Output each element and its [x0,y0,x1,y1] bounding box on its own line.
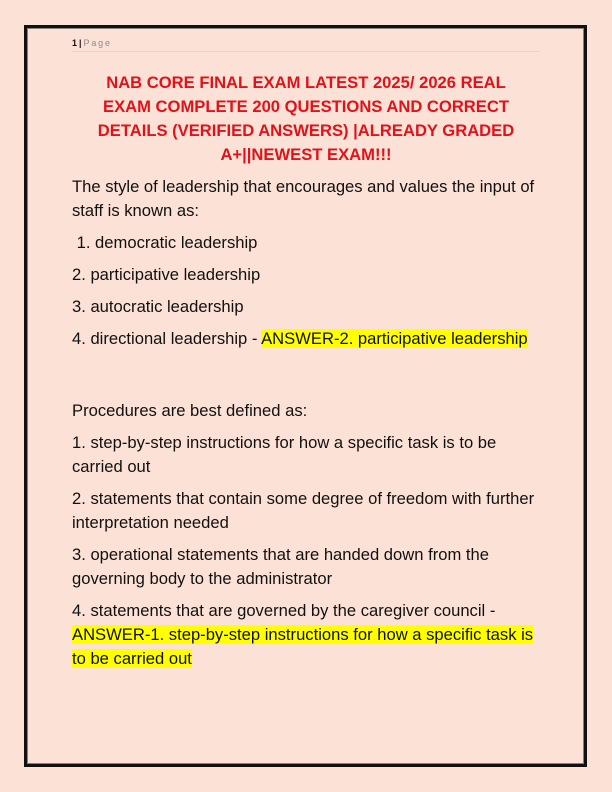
answer-highlight: ANSWER-1. step-by-step instructions for how a specific task is to be carried out [72,625,534,668]
option-item: 1. step-by-step instructions for how a specific task is to be carried out [72,433,497,476]
page-number: 1 [72,38,78,48]
title-line: NAB CORE FINAL EXAM LATEST 2025/ 2026 REAL [106,73,506,92]
option-item-with-answer [72,327,542,351]
option-text: 4. statements that are governed by the caregiver council - [72,601,500,620]
document-body [72,175,542,679]
option-item: 3. autocratic leadership [72,297,244,316]
question-block [72,399,542,671]
title-line: DETAILS (VERIFIED ANSWERS) |ALREADY GRADED [97,121,515,140]
option-item: 2. statements that contain some degree of freedom with further interpretation needed [72,489,535,532]
option-item: 3. operational statements that are handed down from the governing body to the administrator [72,545,489,588]
title-line: EXAM COMPLETE 200 QUESTIONS AND CORRECT [103,97,509,116]
title-line: A+||NEWEST EXAM!!! [220,145,392,164]
page-label: Page [83,38,112,48]
document-title [72,71,540,167]
spacer [72,359,542,383]
option-item: 1. democratic leadership [72,233,258,252]
question-text: The style of leadership that encourages and values the input of staff is known as: [72,177,535,220]
option-text: 4. directional leadership - [72,329,262,348]
page-separator: | [79,38,82,48]
option-item-with-answer [72,599,542,671]
answer-highlight: ANSWER-2. participative leadership [261,329,528,348]
question-block [72,175,542,351]
question-text: Procedures are best defined as: [72,401,308,420]
page-header [72,37,540,52]
option-item: 2. participative leadership [72,265,261,284]
